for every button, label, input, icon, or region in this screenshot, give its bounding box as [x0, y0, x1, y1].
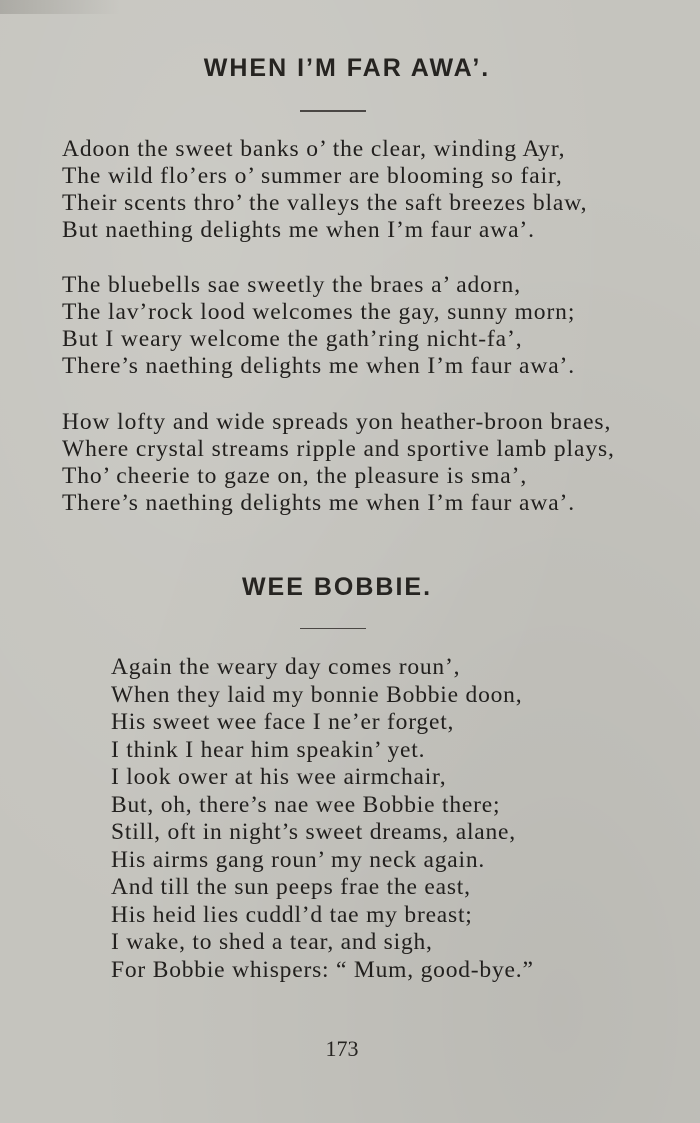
poem-line: But, oh, there’s nae wee Bobbie there; — [111, 791, 501, 818]
poem-line: Adoon the sweet banks o’ the clear, winding Ayr, — [62, 136, 566, 162]
poem-line: I wake, to shed a tear, and sigh, — [111, 929, 433, 955]
poem-line: When they laid my bonnie Bobbie doon, — [111, 681, 523, 708]
poem-line: His sweet wee face I ne’er forget, — [111, 709, 455, 735]
poem-line: The wild flo’ers o’ summer are blooming so fair, — [62, 163, 563, 189]
poem-line: How lofty and wide spreads yon heather-broon braes, — [62, 409, 612, 435]
page-edge-shadow — [0, 0, 120, 14]
poem-title-when-im-far-awa: WHEN I’M FAR AWA’. — [203, 54, 491, 82]
poem-line: I look ower at his wee airmchair, — [111, 764, 447, 790]
poem-line: Still, oft in night’s sweet dreams, alane, — [111, 819, 516, 845]
stanza-3 — [0, 409, 700, 517]
title-divider — [300, 110, 366, 112]
poem-line: His airms gang roun’ my neck again. — [111, 846, 486, 873]
poem-line: For Bobbie whispers: “ Mum, good-bye.” — [111, 956, 534, 983]
poem-title-wee-bobbie: WEE BOBBIE. — [241, 573, 433, 601]
poem-line: Where crystal streams ripple and sportive lamb plays, — [62, 436, 615, 462]
poem-line: The bluebells sae sweetly the braes a’ adorn, — [62, 272, 521, 298]
page-number: 173 — [325, 1036, 359, 1061]
stanza-2 — [0, 272, 700, 380]
poem-line: The lav’rock lood welcomes the gay, sunny morn; — [62, 299, 576, 325]
wee-bobbie-verse — [0, 654, 700, 984]
poem-line: Their scents thro’ the valleys the saft breezes blaw, — [62, 190, 588, 216]
poem-line: His heid lies cuddl’d tae my breast; — [111, 901, 473, 928]
poem-line: But naething delights me when I’m faur awa’. — [62, 217, 535, 243]
poem-line: I think I hear him speakin’ yet. — [111, 736, 426, 763]
stanza-1 — [0, 136, 700, 244]
title-divider — [300, 628, 366, 629]
poem-line: There’s naething delights me when I’m faur awa’. — [62, 353, 576, 379]
poem-line: But I weary welcome the gath’ring nicht-fa’, — [62, 326, 523, 352]
poem-line: Tho’ cheerie to gaze on, the pleasure is sma’, — [62, 463, 528, 489]
poem-line: And till the sun peeps frae the east, — [111, 874, 471, 900]
poem-line: There’s naething delights me when I’m faur awa’. — [62, 490, 576, 516]
poem-line: Again the weary day comes roun’, — [111, 654, 461, 680]
